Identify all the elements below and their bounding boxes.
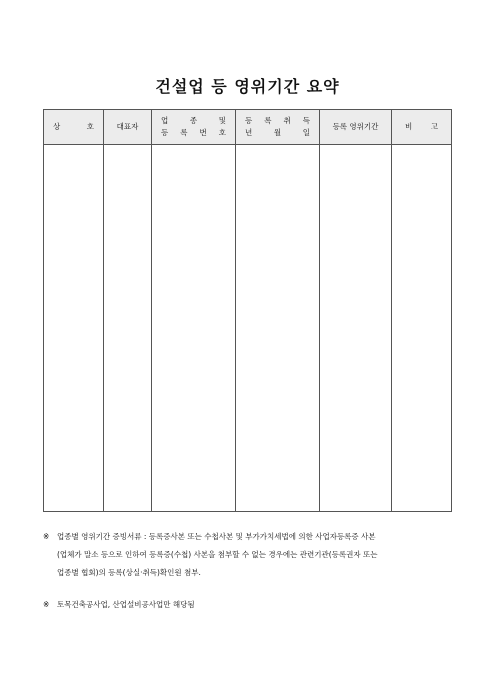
cell-trade-name[interactable] [44,145,104,512]
note-2-text: 토목건축공사업, 산업설비공사업만 해당됨 [57,600,195,609]
table-row [44,145,452,512]
header-registration-period: 등록 영위기간 [320,110,392,145]
header-registration-date: 등 록 취 득 년 월 일 [236,110,320,145]
page-title: 건설업 등 영위기간 요약 [155,77,340,96]
note-1-line-3: 업종별 협회)의 등록(상실·취득)확인원 첨부. [57,568,201,577]
note-1-line-1: 업종별 영위기간 증빙서류 : 등록증사본 또는 수첩사본 및 부가가치세법에 의한 사업자등록증 사본 [57,532,376,541]
summary-table [43,109,452,512]
header-remarks: 비 고 [392,110,452,145]
cell-registration-date[interactable] [236,145,320,512]
note-1-line-2: (업체가 말소 등으로 인하여 등록증(수첩) 사본을 첨부할 수 없는 경우에는 관련기관(등록권자 또는 [57,550,378,559]
header-trade-name: 상 호 [44,110,104,145]
note-mark: ※ [43,532,50,541]
cell-business-type[interactable] [152,145,236,512]
note-mark: ※ [43,600,50,609]
cell-remarks[interactable] [392,145,452,512]
notes-section [43,528,463,614]
note-1 [43,528,463,546]
header-business-type: 업 종 및 등 록 번 호 [152,110,236,145]
header-representative: 대표자 [104,110,152,145]
note-2 [43,596,463,614]
table-header-row [44,110,452,145]
cell-representative[interactable] [104,145,152,512]
cell-registration-period[interactable] [320,145,392,512]
